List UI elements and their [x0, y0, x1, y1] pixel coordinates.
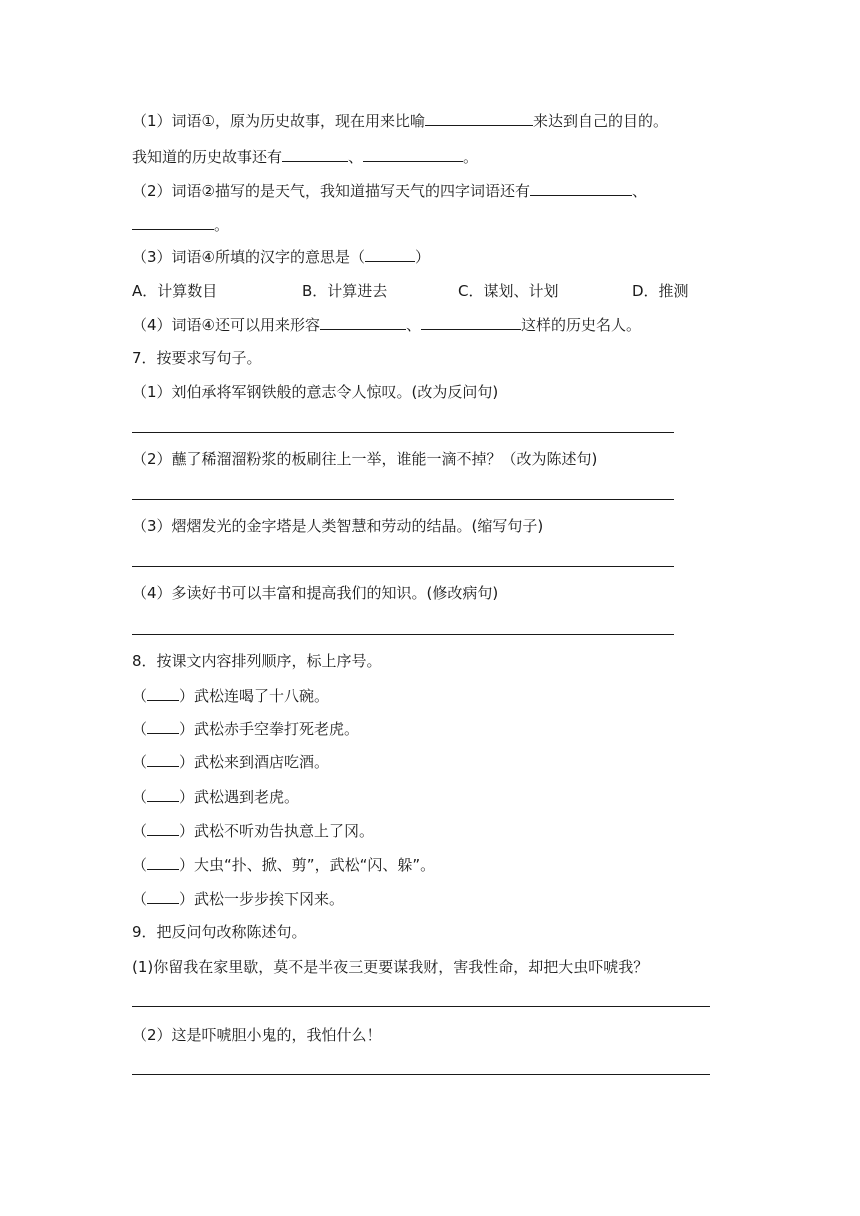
q8-item — [132, 786, 299, 808]
bracket-close: ） — [179, 687, 195, 705]
order-blank[interactable] — [147, 718, 179, 734]
q7-heading: 7．按要求写句子。 — [132, 349, 262, 367]
q8-heading: 8．按课文内容排列顺序，标上序号。 — [132, 652, 382, 670]
bracket-open: （ — [132, 822, 148, 840]
q6-option-d[interactable]: D．推测 — [632, 282, 689, 300]
q9-item-2: （2）这是吓唬胆小鬼的，我怕什么！ — [132, 1026, 382, 1044]
q6-p1-text-b: 来达到自己的目的。 — [533, 112, 669, 130]
q8-item-text: 武松赤手空拳打死老虎。 — [194, 720, 360, 738]
q8-item-text: 武松遇到老虎。 — [194, 788, 300, 806]
order-blank[interactable] — [147, 751, 179, 767]
q6-p1-sep: 、 — [348, 148, 364, 166]
bracket-close: ） — [179, 788, 195, 806]
q9-heading: 9．把反问句改称陈述句。 — [132, 923, 307, 941]
q6-p1-text-c: 我知道的历史故事还有 — [132, 148, 283, 166]
q8-item — [132, 718, 359, 740]
q7-answer-line-1[interactable] — [132, 432, 674, 433]
q6-p1-blank-2[interactable] — [282, 146, 348, 162]
q6-p2-text-a: （2）词语②描写的是天气，我知道描写天气的四字词语还有 — [132, 182, 530, 200]
q6-p3-text-a: （3）词语④所填的汉字的意思是（ — [132, 248, 365, 266]
q8-item-text: 武松一步步挨下冈来。 — [194, 890, 345, 908]
q6-p1-blank-3[interactable] — [363, 146, 463, 162]
q6-option-a[interactable]: A．计算数目 — [132, 282, 218, 300]
q6-p1-text-a: （1）词语①，原为历史故事，现在用来比喻 — [132, 112, 425, 130]
q6-p4-blank-2[interactable] — [421, 314, 521, 330]
q6-p1-end: 。 — [463, 148, 479, 166]
q8-item-text: 大虫“扑、掀、剪”，武松“闪、躲”。 — [194, 856, 436, 874]
q6-p2-end: 。 — [214, 216, 230, 234]
order-blank[interactable] — [147, 786, 179, 802]
bracket-close: ） — [179, 890, 195, 908]
bracket-open: （ — [132, 890, 148, 908]
order-blank[interactable] — [147, 820, 179, 836]
q6-p1-blank-1[interactable] — [425, 110, 533, 126]
bracket-open: （ — [132, 753, 148, 771]
q8-item-text: 武松不听劝告执意上了冈。 — [194, 822, 375, 840]
q8-item-text: 武松连喝了十八碗。 — [194, 687, 330, 705]
q6-line-1 — [132, 110, 668, 132]
q6-line-4 — [132, 214, 229, 236]
q6-p2-blank-2[interactable] — [132, 214, 214, 230]
q6-p2-sep: 、 — [632, 182, 648, 200]
q6-p4-text-b: 这样的历史名人。 — [521, 316, 642, 334]
q8-item — [132, 888, 344, 910]
q7-item-1: （1）刘伯承将军钢铁般的意志令人惊叹。(改为反问句) — [132, 383, 499, 401]
q6-options — [132, 280, 689, 302]
q7-answer-line-3[interactable] — [132, 566, 674, 567]
bracket-open: （ — [132, 720, 148, 738]
q8-item — [132, 854, 435, 876]
q7-item-2: （2）蘸了稀溜溜粉浆的板刷往上一举，谁能一滴不掉？（改为陈述句) — [132, 450, 598, 468]
order-blank[interactable] — [147, 685, 179, 701]
q9-answer-line-2[interactable] — [132, 1074, 710, 1075]
q6-p3-text-b: ） — [415, 248, 431, 266]
bracket-close: ） — [179, 720, 195, 738]
bracket-open: （ — [132, 687, 148, 705]
q6-p4-blank-1[interactable] — [320, 314, 406, 330]
q9-item-1: (1)你留我在家里歇，莫不是半夜三更要谋我财，害我性命，却把大虫吓唬我？ — [132, 958, 649, 976]
q6-option-b[interactable]: B．计算进去 — [302, 282, 388, 300]
q8-item — [132, 685, 329, 707]
q8-item — [132, 751, 329, 773]
q6-line-5 — [132, 246, 430, 268]
order-blank[interactable] — [147, 854, 179, 870]
q7-answer-line-4[interactable] — [132, 634, 674, 635]
bracket-close: ） — [179, 753, 195, 771]
q6-line-7 — [132, 314, 641, 336]
q7-item-4: （4）多读好书可以丰富和提高我们的知识。(修改病句) — [132, 584, 499, 602]
q6-option-c[interactable]: C．谋划、计划 — [458, 282, 559, 300]
bracket-open: （ — [132, 788, 148, 806]
q9-answer-line-1[interactable] — [132, 1006, 710, 1007]
q6-p4-text-a: （4）词语④还可以用来形容 — [132, 316, 320, 334]
q6-p2-blank-1[interactable] — [530, 180, 632, 196]
bracket-close: ） — [179, 856, 195, 874]
q6-p4-sep: 、 — [406, 316, 422, 334]
q7-item-3: （3）熠熠发光的金字塔是人类智慧和劳动的结晶。(缩写句子) — [132, 517, 544, 535]
bracket-open: （ — [132, 856, 148, 874]
order-blank[interactable] — [147, 888, 179, 904]
q7-answer-line-2[interactable] — [132, 499, 674, 500]
q6-p3-blank[interactable] — [365, 246, 415, 262]
q6-line-2 — [132, 146, 478, 168]
q8-item-text: 武松来到酒店吃酒。 — [194, 753, 330, 771]
q6-line-3 — [132, 180, 647, 202]
bracket-close: ） — [179, 822, 195, 840]
q8-item — [132, 820, 374, 842]
